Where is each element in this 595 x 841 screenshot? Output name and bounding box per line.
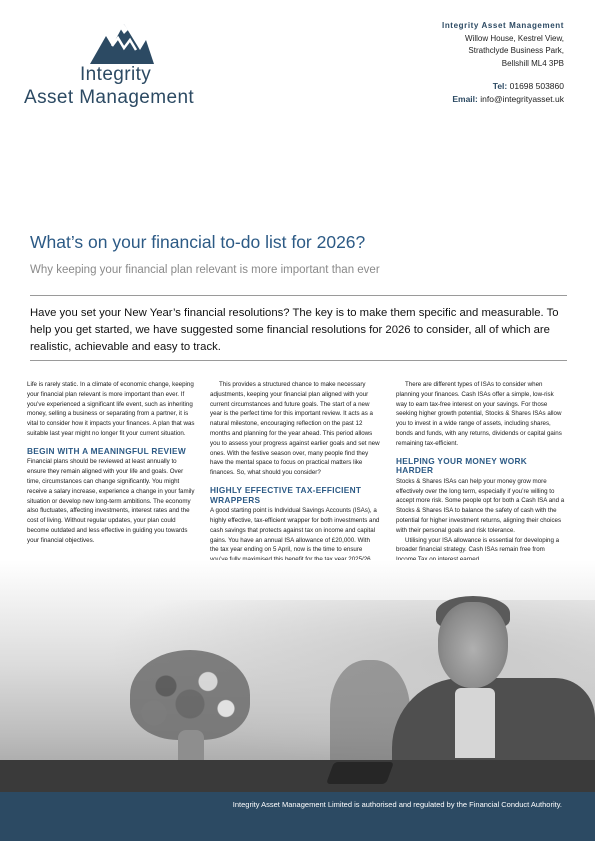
email-address[interactable]: info@integrityasset.uk: [480, 94, 564, 104]
article-column-2: [210, 380, 380, 565]
paragraph: This provides a structured chance to make necessary adjustments, keeping your financial plan aligned with your current circumstances and future goals. The start of a new year is the perfect time for this important review. It acts as a natural milestone, encouraging reflection on the past 12 months and planning for the year ahead. This period allows you to assess your progress against earlier goals and set new ones. With the festive season over, many people find they have the mental space to focus on practical matters like finances. So, what should you consider?: [210, 381, 380, 477]
photo-table: [0, 760, 595, 792]
telephone: [452, 80, 564, 93]
photo-flower-bouquet: [130, 650, 250, 740]
logo-text-line2: Asset Management: [24, 87, 195, 108]
article-column-1: [27, 380, 197, 546]
email-label: Email:: [452, 94, 478, 104]
company-address: [442, 20, 564, 70]
paragraph: A good starting point is Individual Savings Accounts (ISAs), a highly effective, tax-efficient wrapper for both investments and cash savings that protects against tax on income and capital gains. You have an annual ISA allowance of £20,000. With the tax year ending on 5 April, now is the time to ensure: [210, 507, 380, 554]
paragraph: Financial plans should be reviewed at least annually to ensure they remain aligned with your life and goals. Over time, circumstances can change significantly. You might receive a salary increase, experience a change in your family situation or develop new long-term ambitions. The economy also fluctuates, affecting investments, interest rates and the cost of living. Without regular updates, your plan could become outdated and less effective in guiding you towards your financial objectives.: [27, 458, 195, 544]
article-title: What’s on your financial to-do list for 2026?: [30, 232, 366, 252]
section-heading: HIGHLY EFFECTIVE TAX-EFFICIENT WRAPPERS: [210, 484, 362, 505]
photo-tablet: [326, 762, 394, 784]
man-with-flowers-photo: [0, 560, 595, 792]
company-logo: [24, 20, 224, 108]
paragraph: Stocks & Shares ISAs can help your money grow more effectively over the long term, especially if you’re willing to accept more risk. Some people opt for both a Cash ISA and a Stocks & Shares ISA to balance the safety of cash with the potential for higher investment returns, aligning their choices with their personal goals and risk tolerance.: [396, 477, 565, 534]
article-intro: Have you set your New Year’s financial resolutions? The key is to make them specific and measurable. To help you get started, we have suggested some financial resolutions for 2026 to consider, all of which are realistic, achievable and easy to track.: [30, 307, 559, 353]
regulatory-statement: Integrity Asset Management Limited is authorised and regulated by the Financial Conduct Authority.: [232, 800, 562, 809]
paragraph: Life is rarely static. In a climate of economic change, keeping your financial plan relevant is more important than ever. If you’ve experienced a significant life event, such as inheriting money, selling a business or separating from a partner, it is vital to consider how it impacts your finances. A plan that was suitable last year might no longer fit your current situation.: [27, 381, 195, 437]
section-heading: HELPING YOUR MONEY WORK HARDER: [396, 455, 528, 476]
divider: [30, 295, 567, 296]
contact-details: [452, 80, 564, 106]
article-subtitle: Why keeping your financial plan relevant is more important than ever: [30, 264, 380, 276]
logo-text-line1: Integrity: [80, 64, 152, 85]
tel-number: 01698 503860: [509, 81, 564, 91]
tel-label: Tel:: [492, 81, 508, 91]
paragraph: Utilising your ISA allowance is essential for developing a broader financial strategy. Cash ISAs remain free from: [396, 536, 560, 554]
address-line: Strathclyde Business Park,: [468, 46, 564, 55]
photo-person-head: [438, 602, 508, 688]
address-line: Willow House, Kestrel View,: [465, 33, 564, 43]
company-name: Integrity Asset Management: [442, 21, 564, 30]
divider: [30, 360, 567, 361]
mountain-logo-icon: [90, 20, 154, 64]
footer-bar: [0, 792, 595, 841]
section-heading: BEGIN WITH A MEANINGFUL REVIEW: [27, 445, 186, 456]
article-column-3: [396, 380, 566, 565]
photo-person-shirt: [455, 688, 495, 758]
address-line: Bellshill ML4 3PB: [501, 58, 564, 68]
email: [452, 93, 564, 106]
paragraph: There are different types of ISAs to consider when planning your finances. Cash ISAs offer a simple, low-risk way to earn tax-free interest on your savings. For those seeking higher growth potential, Stocks & Shares ISAs allow you to invest in a wide range of assets, including shares, bonds and funds, with any returns, dividends or capital gains remaining tax-efficient.: [396, 381, 562, 447]
